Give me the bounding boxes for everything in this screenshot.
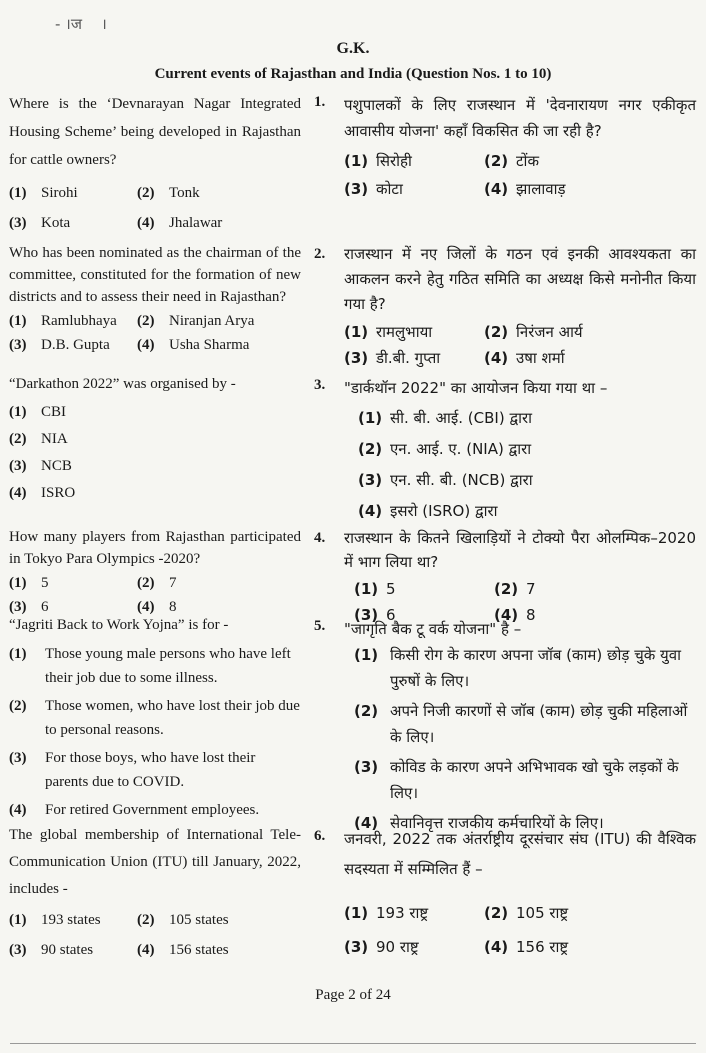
question-1-hindi — [344, 92, 696, 202]
question-2-number: 2. — [314, 246, 326, 262]
question-1-english — [9, 90, 301, 234]
option-3: (3) Kota — [9, 215, 71, 231]
option-1: (1) Sirohi — [9, 185, 78, 201]
question-stem: Where is the ‘Devnarayan Nagar Integrated Housing Scheme’ being developed in Rajasthan for cattle owners? — [9, 96, 301, 168]
question-4-number: 4. — [314, 530, 326, 546]
question-5-english — [9, 614, 301, 826]
option-2: (2) 7 — [137, 575, 177, 591]
option-2: (2) Those women, who have lost their job due to personal reasons. — [9, 698, 300, 738]
section-subtitle: Current events of Rajasthan and India (Question Nos. 1 to 10) — [154, 66, 552, 82]
option-2: (2) एन. आई. ए. (NIA) द्वारा — [358, 440, 532, 458]
options — [9, 310, 301, 356]
question-3-number: 3. — [314, 377, 326, 393]
option-4: (4) सेवानिवृत्त राजकीय कर्मचारियों के लिए। — [354, 814, 604, 832]
question-5-number: 5. — [314, 618, 326, 634]
option-4: (4) 8 — [494, 606, 536, 624]
question-4-english — [9, 526, 301, 618]
options — [9, 572, 301, 618]
bottom-divider — [10, 1043, 696, 1044]
options — [344, 405, 696, 524]
option-1: (1) 193 राष्ट्र — [344, 904, 429, 922]
options — [9, 401, 301, 504]
option-1: (1) सिरोही — [344, 152, 412, 170]
option-1: (1) 5 — [9, 575, 49, 591]
options — [9, 182, 301, 234]
question-4-hindi — [344, 526, 696, 628]
option-1: (1) Ramlubhaya — [9, 313, 117, 329]
question-stem: जनवरी, 2022 तक अंतर्राष्ट्रीय दूरसंचार संघ (ITU) की वैश्विक सदस्यता में सम्मिलित हैं – — [344, 830, 696, 878]
question-stem: Who has been nominated as the chairman of the committee, constituted for the formation of new districts and to assess their need in Rajasthan? — [9, 245, 301, 305]
question-stem: How many players from Rajasthan participated in Tokyo Para Olympics -2020? — [9, 529, 301, 567]
option-4: (4) 156 राष्ट्र — [484, 938, 569, 956]
page-footer: Page 2 of 24 — [315, 987, 391, 1003]
question-stem: "डार्कथॉन 2022" का आयोजन किया गया था – — [344, 379, 608, 397]
option-3: (3) D.B. Gupta — [9, 337, 110, 353]
options — [344, 900, 696, 960]
option-1: (1) सी. बी. आई. (CBI) द्वारा — [358, 409, 532, 427]
question-stem: “Darkathon 2022” was organised by - — [9, 376, 236, 392]
question-stem: “Jagriti Back to Work Yojna” is for - — [9, 617, 229, 633]
option-1: (1) Those young male persons who have left their job due to some illness. — [9, 646, 291, 686]
question-stem: राजस्थान के कितने खिलाड़ियों ने टोक्यो पैरा ओलम्पिक–2020 में भाग लिया था? — [344, 529, 696, 571]
option-4: (4) 8 — [137, 599, 177, 615]
options — [344, 319, 696, 371]
question-3-english — [9, 373, 301, 509]
option-1: (1) 193 states — [9, 912, 101, 928]
question-6-hindi — [344, 824, 696, 960]
option-2: (2) NIA — [9, 431, 68, 447]
option-2: (2) 7 — [494, 580, 536, 598]
options — [9, 642, 301, 822]
question-2-english — [9, 242, 301, 356]
question-6-english — [9, 822, 301, 961]
option-1: (1) CBI — [9, 404, 67, 420]
option-4: (4) Usha Sharma — [137, 337, 250, 353]
option-1: (1) रामलुभाया — [344, 323, 433, 341]
option-4: (4) ISRO — [9, 485, 76, 501]
question-stem: राजस्थान में नए जिलों के गठन एवं इनकी आवश्यकता का आकलन करने हेतु गठित समिति का अध्यक्ष किसे मनोनीत किया गया है? — [344, 245, 696, 313]
option-1: (1) किसी रोग के कारण अपना जॉब (काम) छोड़ चुके युवा पुरुषों के लिए। — [354, 646, 681, 690]
option-4: (4) 156 states — [137, 942, 229, 958]
option-1: (1) 5 — [354, 580, 396, 598]
question-5-hindi — [344, 616, 696, 840]
subject-title: G.K. — [336, 40, 370, 57]
option-4: (4) For retired Government employees. — [9, 802, 260, 818]
option-3: (3) 90 states — [9, 942, 94, 958]
option-2: (2) Tonk — [137, 185, 200, 201]
question-3-hindi — [344, 375, 696, 529]
option-2: (2) 105 राष्ट्र — [484, 904, 569, 922]
question-2-hindi — [344, 242, 696, 371]
option-2: (2) निरंजन आर्य — [484, 323, 583, 341]
option-4: (4) Jhalawar — [137, 215, 223, 231]
question-6-number: 6. — [314, 828, 326, 844]
option-4: (4) उषा शर्मा — [484, 349, 565, 367]
option-3: (3) For those boys, who have lost their parents due to COVID. — [9, 750, 256, 790]
question-1-number: 1. — [314, 94, 326, 110]
option-3: (3) 6 — [9, 599, 49, 615]
option-2: (2) टोंक — [484, 152, 539, 170]
question-stem: "जागृति बैक टू वर्क योजना" है – — [344, 620, 522, 638]
options — [344, 148, 696, 202]
option-3: (3) 90 राष्ट्र — [344, 938, 419, 956]
option-3: (3) 6 — [354, 606, 396, 624]
options — [9, 909, 301, 961]
option-2: (2) Niranjan Arya — [137, 313, 255, 329]
handwritten-mark: - ।ज । — [55, 15, 107, 33]
question-stem: The global membership of International Tele-Communication Union (ITU) till January, 2022, includes - — [9, 827, 301, 897]
option-2: (2) 105 states — [137, 912, 229, 928]
question-stem: पशुपालकों के लिए राजस्थान में 'देवनारायण नगर एकीकृत आवासीय योजना' कहाँ विकसित की जा रही है? — [344, 96, 696, 140]
option-2: (2) अपने निजी कारणों से जॉब (काम) छोड़ चुकी महिलाओं के लिए। — [354, 702, 688, 746]
options — [344, 642, 696, 836]
option-3: (3) डी.बी. गुप्ता — [344, 349, 441, 367]
option-3: (3) एन. सी. बी. (NCB) द्वारा — [358, 471, 533, 489]
option-4: (4) झालावाड़ — [484, 180, 566, 198]
option-3: (3) कोटा — [344, 180, 403, 198]
option-3: (3) कोविड के कारण अपने अभिभावक खो चुके लड़कों के लिए। — [354, 758, 679, 802]
page-header — [0, 40, 706, 83]
option-3: (3) NCB — [9, 458, 72, 474]
option-4: (4) इसरो (ISRO) द्वारा — [358, 502, 498, 520]
